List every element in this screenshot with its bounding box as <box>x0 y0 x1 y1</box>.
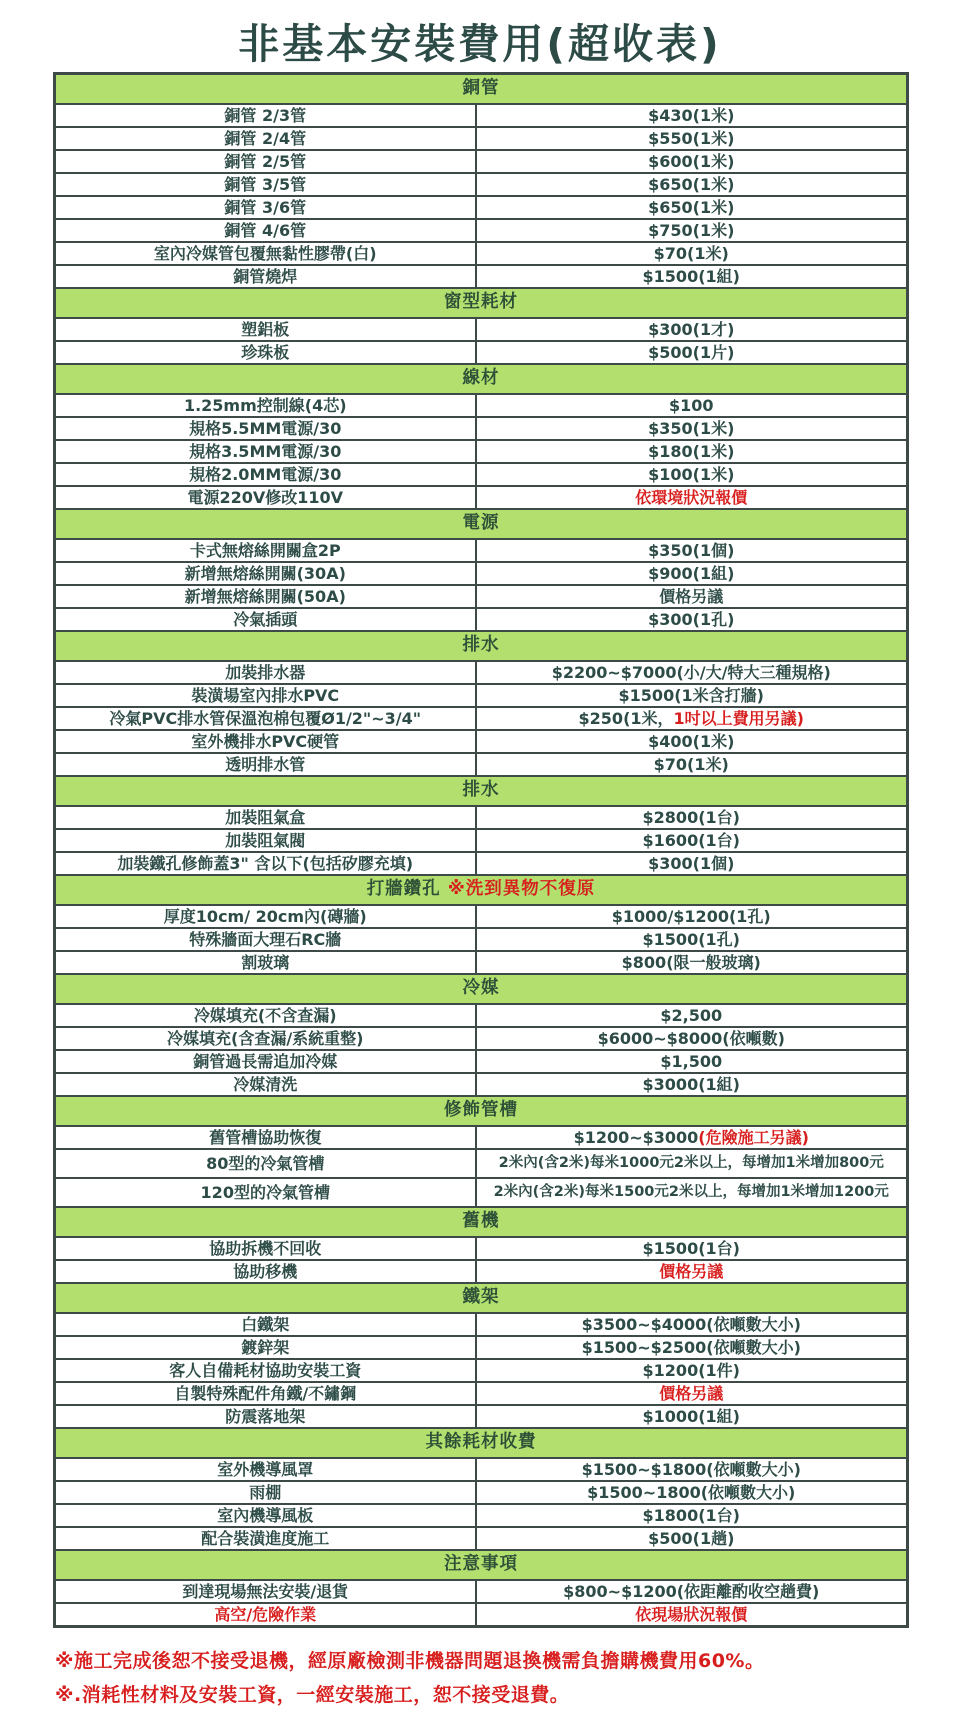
fee-row <box>55 1149 908 1178</box>
section-header-cell <box>55 776 908 806</box>
text: $6000~$8000(依噸數) <box>597 1028 785 1048</box>
text: $600(1米) <box>648 151 735 171</box>
fee-item-cell <box>55 1237 476 1260</box>
fee-item-cell <box>55 951 476 974</box>
fee-item-cell <box>55 341 476 364</box>
text: $900(1組) <box>648 563 735 583</box>
section-header-cell <box>55 509 908 539</box>
fee-item-cell <box>55 1458 476 1481</box>
fee-row <box>55 1313 908 1336</box>
fee-row <box>55 219 908 242</box>
text: 協助移機 <box>233 1261 298 1281</box>
fee-price-cell <box>476 707 908 730</box>
fee-item-cell <box>55 440 476 463</box>
text: 白鐵架 <box>241 1314 290 1334</box>
text: 室外機導風罩 <box>217 1459 314 1479</box>
fee-item-cell <box>55 1405 476 1428</box>
text: 規格3.5MM電源/30 <box>189 441 342 461</box>
text: $3000(1組) <box>642 1074 740 1094</box>
text: $1500(1孔) <box>642 929 740 949</box>
text: 透明排水管 <box>225 754 306 774</box>
section-header-cell <box>55 631 908 661</box>
text: 銅管燒焊 <box>233 266 298 286</box>
fee-item-cell <box>55 608 476 631</box>
fee-price-cell <box>476 1458 908 1481</box>
text: 防震落地架 <box>225 1406 306 1426</box>
text: 排水 <box>462 635 500 656</box>
text: 規格5.5MM電源/30 <box>189 418 342 438</box>
fee-row <box>55 1336 908 1359</box>
fee-price-cell <box>476 173 908 196</box>
text: $800(限一般玻璃) <box>621 952 761 972</box>
text: 卡式無熔絲開關盒2P <box>189 540 341 560</box>
fee-item-cell <box>55 127 476 150</box>
fee-price-cell <box>476 905 908 928</box>
text: $350(1米) <box>648 418 735 438</box>
text: 協助拆機不回收 <box>209 1238 322 1258</box>
fee-row <box>55 127 908 150</box>
fee-price-cell <box>476 730 908 753</box>
text: 新增無熔絲開關(50A) <box>184 586 346 606</box>
red-text: 依環境狀況報價 <box>635 487 748 507</box>
text: $1800(1台) <box>642 1505 740 1525</box>
fee-row <box>55 394 908 417</box>
text: 到達現場無法安裝/退貨 <box>182 1581 349 1601</box>
fee-price-cell <box>476 661 908 684</box>
text: $300(1才) <box>648 319 735 339</box>
text: 珍珠板 <box>241 342 290 362</box>
text: $430(1米) <box>648 105 735 125</box>
fee-price-cell <box>476 318 908 341</box>
section-header-cell <box>55 875 908 905</box>
fee-item-cell <box>55 684 476 707</box>
fee-item-cell <box>55 1580 476 1603</box>
fee-row <box>55 539 908 562</box>
fee-item-cell <box>55 318 476 341</box>
section-header-row <box>55 364 908 394</box>
text: $500(1片) <box>648 342 735 362</box>
text: $3500~$4000(依噸數大小) <box>581 1314 801 1334</box>
text: 注意事項 <box>444 1554 518 1575</box>
text: 雨棚 <box>249 1482 282 1502</box>
fee-price-cell <box>476 852 908 875</box>
text: $250(1米， <box>578 708 674 728</box>
fee-item-cell <box>55 852 476 875</box>
text: $2,500 <box>660 1005 723 1025</box>
fee-item-cell <box>55 1126 476 1149</box>
fee-price-cell <box>476 1481 908 1504</box>
fee-row <box>55 1458 908 1481</box>
fee-row <box>55 661 908 684</box>
section-header-row <box>55 74 908 105</box>
section-header-row <box>55 1550 908 1580</box>
fee-price-cell <box>476 440 908 463</box>
fee-price-cell <box>476 806 908 829</box>
fee-row <box>55 562 908 585</box>
red-text: 1吋以上費用另議 <box>673 708 797 728</box>
fee-price-cell <box>476 394 908 417</box>
section-header-row <box>55 974 908 1004</box>
section-header-row <box>55 776 908 806</box>
footnote: ※.消耗性材料及安裝工資，一經安裝施工，恕不接受退費。 <box>55 1684 570 1707</box>
fee-row <box>55 265 908 288</box>
text: $1500(1米含打牆) <box>618 685 764 705</box>
fee-price-cell <box>476 928 908 951</box>
fee-price-cell <box>476 1527 908 1550</box>
fee-price-cell <box>476 242 908 265</box>
fee-price-cell <box>476 829 908 852</box>
section-header-row <box>55 1428 908 1458</box>
section-header-cell <box>55 364 908 394</box>
text: 特殊牆面大理石RC牆 <box>189 929 342 949</box>
fee-price-cell <box>476 1149 908 1178</box>
red-text: 價格另議 <box>659 1261 724 1281</box>
fee-price-cell <box>476 265 908 288</box>
fee-price-cell <box>476 463 908 486</box>
fee-item-cell <box>55 829 476 852</box>
red-text: 依現場狀況報價 <box>635 1604 748 1624</box>
fee-row <box>55 730 908 753</box>
fee-price-cell <box>476 1004 908 1027</box>
fee-price-cell <box>476 1504 908 1527</box>
fee-row <box>55 1004 908 1027</box>
fee-item-cell <box>55 219 476 242</box>
red-text: ※洗到異物不復原 <box>447 879 596 900</box>
fee-row <box>55 684 908 707</box>
text: 規格2.0MM電源/30 <box>189 464 342 484</box>
text: 銅管 4/6管 <box>224 220 307 240</box>
fee-item-cell <box>55 707 476 730</box>
section-header-cell <box>55 1550 908 1580</box>
text: $100(1米) <box>648 464 735 484</box>
fee-row <box>55 806 908 829</box>
fee-item-cell <box>55 1260 476 1283</box>
fee-row <box>55 173 908 196</box>
fee-price-cell <box>476 1178 908 1207</box>
section-header-cell <box>55 974 908 1004</box>
fee-row <box>55 150 908 173</box>
fee-row <box>55 753 908 776</box>
text: 室內冷媒管包覆無黏性膠帶(白) <box>153 243 377 263</box>
fee-price-cell <box>476 951 908 974</box>
fee-row <box>55 1603 908 1627</box>
text: $1000(1組) <box>642 1406 740 1426</box>
fee-price-cell <box>476 219 908 242</box>
fee-item-cell <box>55 1603 476 1627</box>
section-header-cell <box>55 1096 908 1126</box>
fee-row <box>55 1382 908 1405</box>
text: $800~$1200(依距離酌收空趟費) <box>563 1581 820 1601</box>
text: $300(1個) <box>648 853 735 873</box>
fee-price-cell <box>476 1359 908 1382</box>
fee-price-cell <box>476 1405 908 1428</box>
footnotes <box>55 1644 960 1712</box>
fee-row <box>55 1050 908 1073</box>
fee-row <box>55 341 908 364</box>
fee-row <box>55 585 908 608</box>
text: $70(1米) <box>653 754 729 774</box>
fee-price-cell <box>476 585 908 608</box>
fee-row <box>55 829 908 852</box>
fee-row <box>55 440 908 463</box>
text: 120型的冷氣管槽 <box>200 1182 330 1202</box>
text: 銅管 2/3管 <box>224 105 307 125</box>
text: $1000/$1200(1孔) <box>611 906 771 926</box>
fee-item-cell <box>55 562 476 585</box>
text: 線材 <box>462 368 500 389</box>
fee-row <box>55 1027 908 1050</box>
text: 冷媒填充(不含查漏) <box>193 1005 337 1025</box>
text: 配合裝潢進度施工 <box>201 1528 330 1548</box>
fee-price-cell <box>476 1260 908 1283</box>
section-header-cell <box>55 74 908 105</box>
red-text: 價格另議 <box>659 1383 724 1403</box>
text: 冷氣PVC排水管保溫泡棉包覆Ø1/2"~3/4" <box>109 708 422 728</box>
page-title: 非基本安裝費用(超收表) <box>238 19 722 68</box>
text: $70(1米) <box>653 243 729 263</box>
fee-item-cell <box>55 585 476 608</box>
fee-item-cell <box>55 1336 476 1359</box>
footnote: ※施工完成後恕不接受退機，經原廠檢測非機器問題退換機需負擔購機費用60%。 <box>55 1650 765 1672</box>
text: $1,500 <box>660 1051 723 1071</box>
fee-item-cell <box>55 394 476 417</box>
fee-row <box>55 486 908 509</box>
text: 打牆鑽孔 <box>366 879 448 900</box>
fee-item-cell <box>55 1359 476 1382</box>
fee-row <box>55 1481 908 1504</box>
fee-item-cell <box>55 1027 476 1050</box>
section-header-row <box>55 875 908 905</box>
text: $650(1米) <box>648 197 735 217</box>
red-text: (危險施工另議) <box>698 1127 809 1147</box>
fee-price-cell <box>476 486 908 509</box>
fee-item-cell <box>55 486 476 509</box>
text: $1500~$2500(依噸數大小) <box>581 1337 801 1357</box>
fee-item-cell <box>55 1527 476 1550</box>
section-header-row <box>55 1283 908 1313</box>
fee-item-cell <box>55 1178 476 1207</box>
fee-item-cell <box>55 753 476 776</box>
text: 加裝阻氣閥 <box>225 830 306 850</box>
red-text: 高空/危險作業 <box>214 1604 317 1624</box>
fee-row <box>55 318 908 341</box>
fee-row <box>55 1178 908 1207</box>
fee-row <box>55 196 908 219</box>
text: $1500(1台) <box>642 1238 740 1258</box>
text: 銅管 3/6管 <box>224 197 307 217</box>
fee-row <box>55 1359 908 1382</box>
text: $1500~$1800(依噸數大小) <box>581 1459 801 1479</box>
fee-row <box>55 417 908 440</box>
fee-row <box>55 707 908 730</box>
fee-price-cell <box>476 1313 908 1336</box>
fee-item-cell <box>55 463 476 486</box>
text: 厚度10cm/ 20cm內(磚牆) <box>163 906 367 926</box>
section-header-cell <box>55 1428 908 1458</box>
text: 新增無熔絲開關(30A) <box>184 563 346 583</box>
fee-price-cell <box>476 127 908 150</box>
section-header-cell <box>55 288 908 318</box>
fee-item-cell <box>55 1073 476 1096</box>
fee-item-cell <box>55 1149 476 1178</box>
fee-price-cell <box>476 150 908 173</box>
text: 室外機排水PVC硬管 <box>191 731 340 751</box>
fee-price-cell <box>476 417 908 440</box>
section-header-cell <box>55 1207 908 1237</box>
fee-row <box>55 463 908 486</box>
text: 室內機導風板 <box>217 1505 314 1525</box>
fee-item-cell <box>55 1504 476 1527</box>
text: 塑鋁板 <box>241 319 290 339</box>
fee-row <box>55 1260 908 1283</box>
section-header-row <box>55 631 908 661</box>
fee-item-cell <box>55 417 476 440</box>
fee-row <box>55 104 908 127</box>
fee-item-cell <box>55 242 476 265</box>
fee-row <box>55 1504 908 1527</box>
text: 2米內(含2米)每米1500元2米以上，每增加1米增加1200元 <box>493 1184 889 1201</box>
fee-row <box>55 1580 908 1603</box>
text: 舊管槽協助恢復 <box>209 1127 322 1147</box>
fee-price-cell <box>476 1580 908 1603</box>
fee-row <box>55 1237 908 1260</box>
text: $400(1米) <box>648 731 735 751</box>
text: $1500(1組) <box>642 266 740 286</box>
text: 鐵架 <box>462 1287 500 1308</box>
fee-row <box>55 1126 908 1149</box>
text: $1200(1件) <box>642 1360 740 1380</box>
text: 割玻璃 <box>241 952 290 972</box>
text: 銅管 3/5管 <box>224 174 307 194</box>
fee-item-cell <box>55 730 476 753</box>
text: $100 <box>668 395 714 415</box>
section-header-row <box>55 288 908 318</box>
section-header-row <box>55 1096 908 1126</box>
text: 排水 <box>462 780 500 801</box>
text: 窗型耗材 <box>444 292 518 313</box>
text: 鍍鋅架 <box>241 1337 290 1357</box>
text: 裝潢場室內排水PVC <box>191 685 340 705</box>
fee-row <box>55 905 908 928</box>
text: $2200~$7000(小/大/特大三種規格) <box>551 662 831 682</box>
text: 客人自備耗材協助安裝工資 <box>169 1360 362 1380</box>
red-text: ) <box>796 708 804 728</box>
fee-price-cell <box>476 196 908 219</box>
text: 2米內(含2米)每米1000元2米以上，每增加1米增加800元 <box>498 1155 884 1172</box>
text: 加裝鐵孔修飾蓋3" 含以下(包括矽膠充填) <box>117 853 414 873</box>
fee-price-cell <box>476 1126 908 1149</box>
fee-row <box>55 852 908 875</box>
text: 電源220V修改110V <box>187 487 344 507</box>
fee-row <box>55 608 908 631</box>
text: 冷氣插頭 <box>233 609 298 629</box>
text: $750(1米) <box>648 220 735 240</box>
text: 加裝排水器 <box>225 662 306 682</box>
section-header-row <box>55 509 908 539</box>
text: 80型的冷氣管槽 <box>206 1153 325 1173</box>
text: 冷媒 <box>462 978 500 999</box>
fee-item-cell <box>55 265 476 288</box>
fee-item-cell <box>55 806 476 829</box>
fee-item-cell <box>55 928 476 951</box>
text: 舊機 <box>462 1211 500 1232</box>
section-header-row <box>55 1207 908 1237</box>
text: $1600(1台) <box>642 830 740 850</box>
fee-row <box>55 928 908 951</box>
fee-price-cell <box>476 1237 908 1260</box>
fee-item-cell <box>55 539 476 562</box>
fee-price-cell <box>476 1336 908 1359</box>
fee-price-cell <box>476 539 908 562</box>
fee-row <box>55 951 908 974</box>
fee-item-cell <box>55 1382 476 1405</box>
fee-price-cell <box>476 608 908 631</box>
fee-item-cell <box>55 1481 476 1504</box>
text: $1500~1800(依噸數大小) <box>587 1482 796 1502</box>
fee-item-cell <box>55 1004 476 1027</box>
text: 冷媒清洗 <box>233 1074 298 1094</box>
fee-price-cell <box>476 753 908 776</box>
fee-price-cell <box>476 1073 908 1096</box>
fee-item-cell <box>55 1313 476 1336</box>
text: 銅管過長需追加冷媒 <box>193 1051 338 1071</box>
text: $500(1趟) <box>648 1528 735 1548</box>
text: $2800(1台) <box>642 807 740 827</box>
fee-item-cell <box>55 173 476 196</box>
fee-price-cell <box>476 1050 908 1073</box>
fee-item-cell <box>55 661 476 684</box>
fee-price-cell <box>476 1382 908 1405</box>
fee-price-cell <box>476 341 908 364</box>
section-header-cell <box>55 1283 908 1313</box>
text: $350(1個) <box>648 540 735 560</box>
text: 加裝阻氣盒 <box>225 807 306 827</box>
fee-row <box>55 1073 908 1096</box>
text: $650(1米) <box>648 174 735 194</box>
fee-price-cell <box>476 562 908 585</box>
fee-row <box>55 1527 908 1550</box>
fee-item-cell <box>55 104 476 127</box>
text: 銅管 2/5管 <box>224 151 307 171</box>
text: $300(1孔) <box>648 609 735 629</box>
text: $550(1米) <box>648 128 735 148</box>
text: 價格另議 <box>659 586 724 606</box>
fee-row <box>55 1405 908 1428</box>
text: 1.25mm控制線(4芯) <box>183 395 347 415</box>
text: 自製特殊配件角鐵/不鏽鋼 <box>174 1383 357 1403</box>
text: 銅管 <box>462 78 500 99</box>
text: 修飾管槽 <box>444 1100 518 1121</box>
text: 冷媒填充(含查漏/系統重整) <box>167 1028 364 1048</box>
fee-item-cell <box>55 1050 476 1073</box>
fee-item-cell <box>55 905 476 928</box>
text: 銅管 2/4管 <box>224 128 307 148</box>
fee-item-cell <box>55 196 476 219</box>
fee-price-cell <box>476 1603 908 1627</box>
fee-table <box>53 72 909 1628</box>
fee-price-cell <box>476 684 908 707</box>
fee-row <box>55 242 908 265</box>
fee-price-cell <box>476 104 908 127</box>
text: $1200~$3000 <box>573 1127 699 1147</box>
fee-price-cell <box>476 1027 908 1050</box>
text: 電源 <box>462 513 500 534</box>
fee-item-cell <box>55 150 476 173</box>
text: 其餘耗材收費 <box>425 1432 537 1453</box>
text: $180(1米) <box>648 441 735 461</box>
